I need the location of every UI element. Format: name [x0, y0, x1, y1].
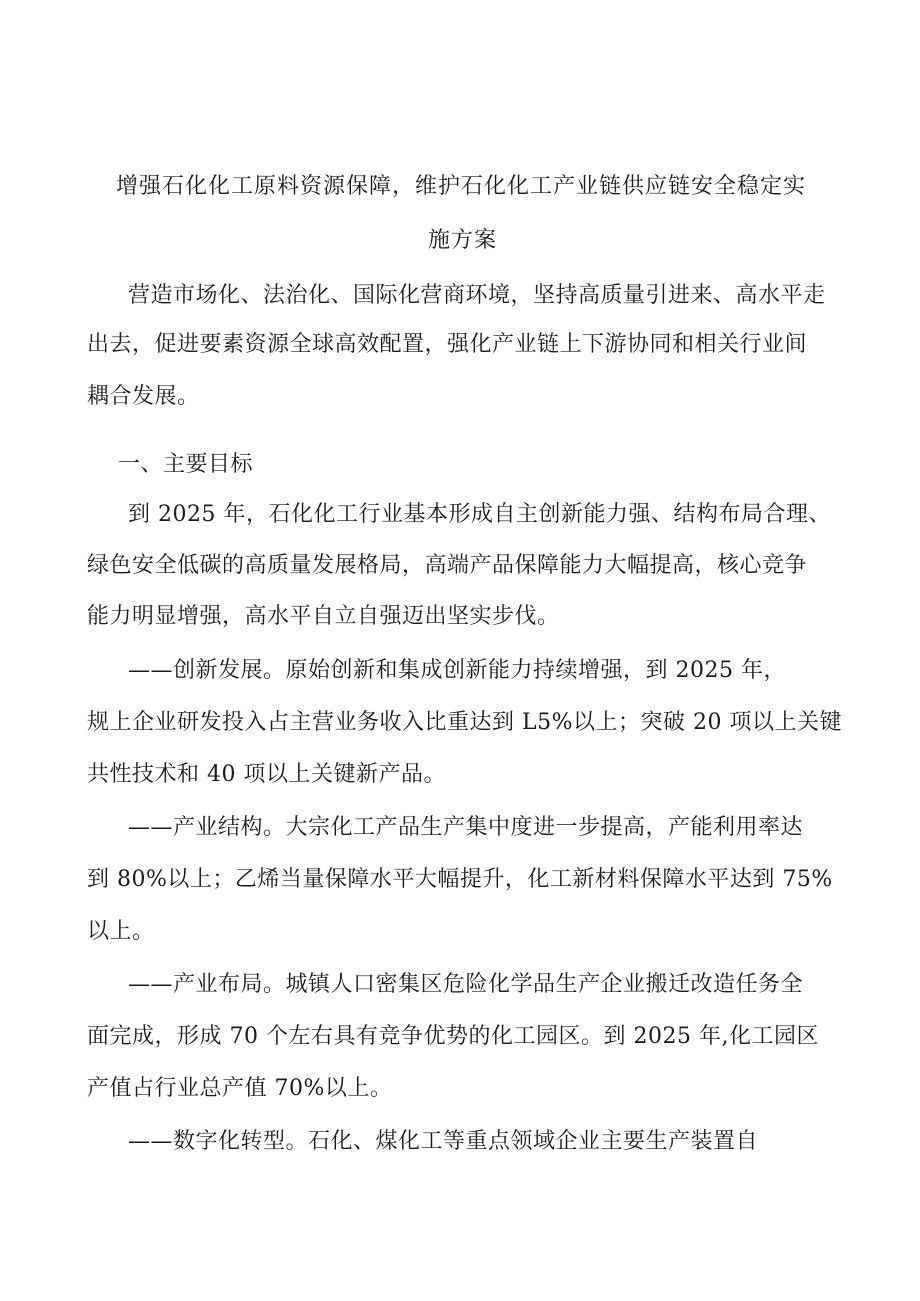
innovation-line-3: 共性技术和 40 项以上关键新产品。 [87, 762, 446, 787]
intro-line-2: 出去，促进要素资源全球高效配置，强化产业链上下游协同和相关行业间 [87, 332, 808, 357]
innovation-line-2: 规上企业研发投入占主营业务收入比重达到 L5%以上；突破 20 项以上关键 [87, 710, 842, 735]
intro-line-3: 耦合发展。 [87, 384, 200, 409]
layout-line-1: ——产业布局。城镇人口密集区危险化学品生产企业搬迁改造任务全 [128, 972, 804, 997]
structure-line-1: ——产业结构。大宗化工产品生产集中度进一步提高，产能利用率达 [128, 815, 804, 840]
goal-line-2: 绿色安全低碳的高质量发展格局，高端产品保障能力大幅提高，核心竞争 [87, 553, 808, 578]
structure-line-2: 到 80%以上；乙烯当量保障水平大幅提升，化工新材料保障水平达到 75% [87, 867, 833, 892]
layout-line-2: 面完成，形成 70 个左右具有竞争优势的化工园区。到 2025 年,化工园区 [87, 1024, 819, 1049]
section-heading: 一、主要目标 [118, 452, 254, 477]
digital-line-1: ——数字化转型。石化、煤化工等重点领域企业主要生产装置自 [128, 1129, 759, 1154]
goal-line-3: 能力明显增强，高水平自立自强迈出坚实步伐。 [87, 604, 560, 629]
intro-line-1: 营造市场化、法治化、国际化营商环境，坚持高质量引进来、高水平走 [128, 283, 826, 308]
document-title-line-2: 施方案 [428, 228, 498, 253]
document-title-line-1: 增强石化化工原料资源保障，维护石化化工产业链供应链安全稳定实 [116, 174, 807, 199]
innovation-line-1: ——创新发展。原始创新和集成创新能力持续增强，到 2025 年， [128, 658, 786, 683]
structure-line-3: 以上。 [87, 919, 155, 944]
layout-line-3: 产值占行业总产值 70%以上。 [87, 1076, 393, 1101]
goal-line-1: 到 2025 年，石化化工行业基本形成自主创新能力强、结构布局合理、 [128, 502, 831, 527]
